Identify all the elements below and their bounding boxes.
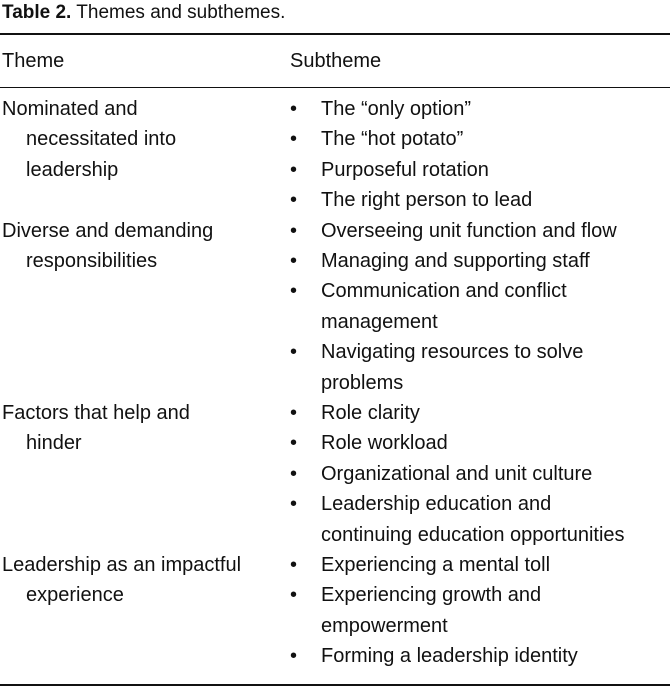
bullet-icon: •	[290, 462, 298, 485]
subtheme-item	[290, 185, 670, 215]
bullet-icon: •	[290, 128, 298, 151]
subtheme-text: Navigating resources to solve	[321, 341, 584, 364]
subtheme-item	[290, 124, 670, 154]
subtheme-text: Role clarity	[321, 402, 420, 424]
subtheme-list	[290, 216, 670, 398]
subtheme-text: continuing education opportunities	[321, 523, 625, 546]
subtheme-item	[290, 398, 670, 428]
subtheme-item	[290, 428, 670, 458]
subtheme-item	[290, 641, 670, 671]
subtheme-item	[290, 276, 670, 337]
theme-cell	[2, 398, 277, 459]
subtheme-text: The right person to lead	[321, 189, 533, 212]
subtheme-item	[290, 94, 670, 124]
subtheme-item	[290, 489, 670, 550]
bullet-icon: •	[290, 219, 298, 242]
theme-line: leadership	[26, 158, 119, 181]
theme-cell	[2, 216, 277, 277]
bullet-icon: •	[290, 158, 298, 181]
subtheme-text: empowerment	[321, 614, 448, 637]
theme-line: Leadership as an impactful	[2, 554, 242, 576]
theme-line: experience	[26, 584, 124, 607]
bullet-icon: •	[290, 493, 298, 516]
table-caption-text: Themes and subthemes.	[76, 2, 286, 23]
subtheme-list	[290, 398, 670, 550]
subtheme-text: Leadership education and	[321, 493, 552, 516]
subtheme-item	[290, 246, 670, 276]
bullet-icon: •	[290, 432, 298, 455]
table-caption-label: Table 2.	[2, 2, 72, 23]
table-caption	[2, 2, 285, 24]
theme-cell	[2, 550, 277, 611]
table-top-rule	[0, 33, 670, 35]
table-header-rule	[0, 87, 670, 88]
subtheme-item	[290, 459, 670, 489]
subtheme-item	[290, 216, 670, 246]
subtheme-text: Organizational and unit culture	[321, 462, 593, 485]
subtheme-item	[290, 155, 670, 185]
column-header-theme: Theme	[2, 50, 65, 72]
subtheme-item	[290, 580, 670, 641]
bullet-icon: •	[290, 98, 298, 120]
subtheme-item	[290, 550, 670, 580]
subtheme-list	[290, 550, 670, 672]
bullet-icon: •	[290, 280, 298, 303]
subtheme-text: Forming a leadership identity	[321, 645, 578, 668]
theme-line: Diverse and demanding	[2, 219, 214, 242]
theme-line: Nominated and	[2, 98, 138, 120]
subtheme-text: The “hot potato”	[321, 128, 464, 151]
theme-line: responsibilities	[26, 250, 158, 272]
subtheme-text: Experiencing a mental toll	[321, 554, 551, 576]
subtheme-text: Experiencing growth and	[321, 584, 542, 607]
theme-cell	[2, 94, 277, 185]
theme-line: hinder	[26, 432, 82, 455]
bullet-icon: •	[290, 554, 298, 576]
theme-line: Factors that help and	[2, 402, 190, 424]
subtheme-text: problems	[321, 371, 404, 394]
bullet-icon: •	[290, 402, 298, 424]
subtheme-text: Role workload	[321, 432, 448, 455]
subtheme-text: Overseeing unit function and flow	[321, 219, 617, 242]
subtheme-list	[290, 94, 670, 216]
subtheme-text: Purposeful rotation	[321, 158, 489, 181]
bullet-icon: •	[290, 250, 298, 272]
theme-line: necessitated into	[26, 128, 177, 151]
subtheme-text: management	[321, 310, 438, 333]
subtheme-text: Managing and supporting staff	[321, 250, 590, 272]
bullet-icon: •	[290, 645, 298, 668]
subtheme-text: Communication and conflict	[321, 280, 567, 303]
column-header-subtheme: Subtheme	[290, 50, 382, 72]
subtheme-item	[290, 337, 670, 398]
bullet-icon: •	[290, 584, 298, 607]
bullet-icon: •	[290, 189, 298, 212]
table-bottom-rule	[0, 684, 670, 686]
subtheme-text: The “only option”	[321, 98, 472, 120]
bullet-icon: •	[290, 341, 298, 364]
